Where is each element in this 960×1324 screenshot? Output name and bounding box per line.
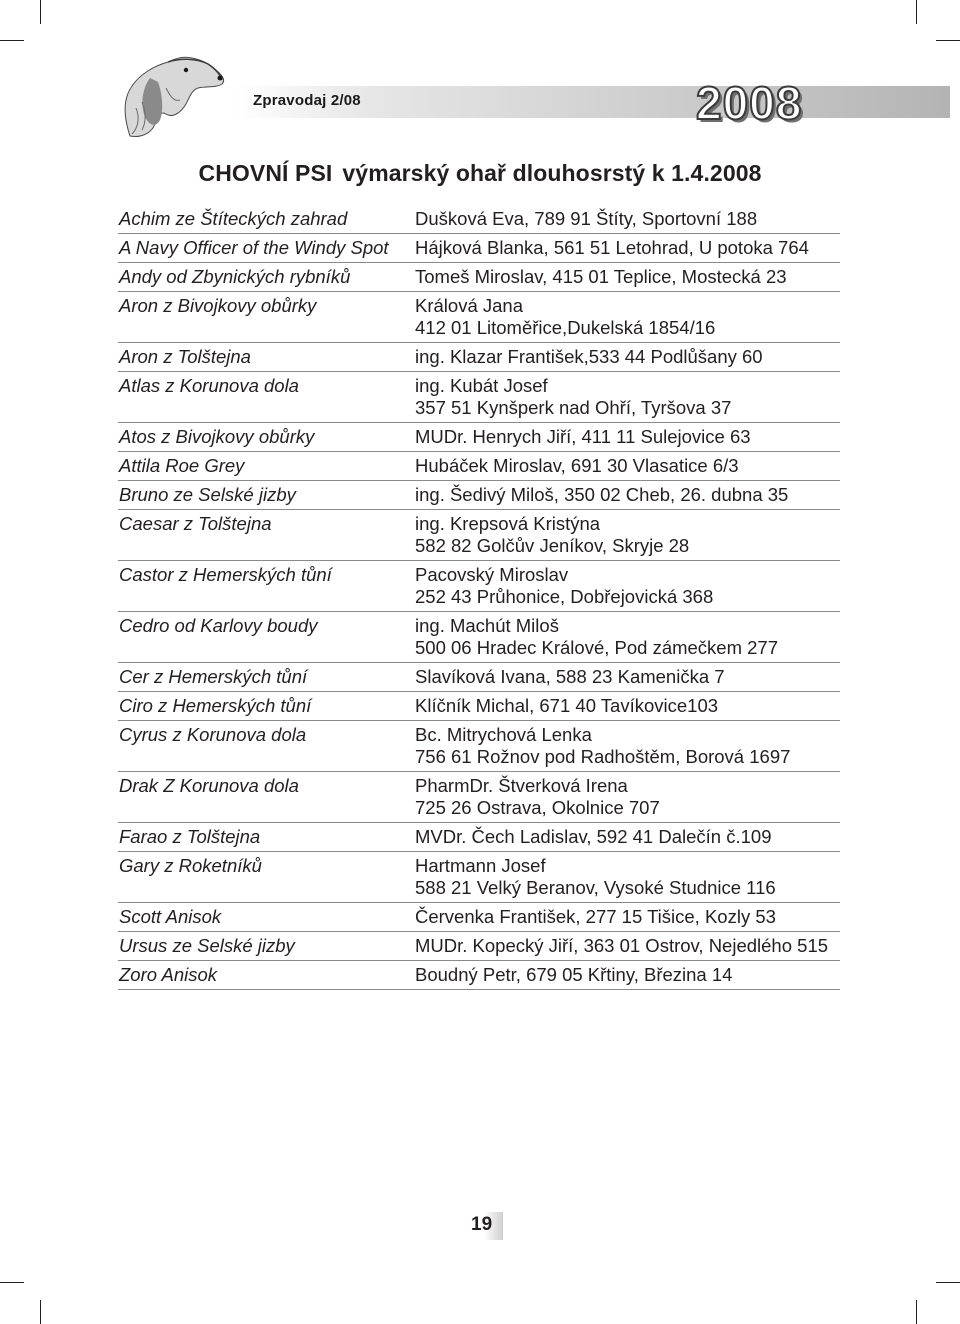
- owner-cell: [415, 935, 840, 957]
- owner-line: Králová Jana: [415, 295, 523, 316]
- crop-mark: [0, 1282, 24, 1283]
- table-row: [118, 772, 840, 823]
- table-row: [118, 423, 840, 452]
- owner-cell: [415, 266, 840, 288]
- owner-cell: [415, 666, 840, 688]
- owner-line: Tomeš Miroslav, 415 01 Teplice, Mostecká 23: [415, 266, 787, 287]
- owner-line: Klíčník Michal, 671 40 Tavíkovice103: [415, 695, 719, 716]
- dog-name: Ursus ze Selské jizby: [119, 935, 295, 956]
- table-row: [118, 263, 840, 292]
- title-part2: výmarský ohař dlouhosrstý k 1.4.2008: [342, 160, 762, 186]
- issue-label: Zpravodaj 2/08: [253, 92, 361, 109]
- table-row: [118, 452, 840, 481]
- dog-name: Attila Roe Grey: [119, 455, 245, 476]
- table-row: [118, 663, 840, 692]
- crop-mark: [916, 1300, 917, 1324]
- owner-line: 412 01 Litoměřice,Dukelská 1854/16: [415, 317, 716, 338]
- table-row: [118, 852, 840, 903]
- owner-cell: [415, 208, 840, 230]
- dog-name: Gary z Roketníků: [119, 855, 262, 876]
- owner-line: ing. Klazar František,533 44 Podlůšany 60: [415, 346, 763, 367]
- owner-line: Slavíková Ivana, 588 23 Kamenička 7: [415, 666, 725, 687]
- owner-line: Hájková Blanka, 561 51 Letohrad, U potoka 764: [415, 237, 809, 258]
- owner-line: ing. Šedivý Miloš, 350 02 Cheb, 26. dubna 35: [415, 484, 789, 505]
- owner-cell: [415, 484, 840, 506]
- page-title: [0, 160, 960, 187]
- owner-line: ing. Machút Miloš: [415, 615, 559, 636]
- owner-cell: [415, 426, 840, 448]
- page-number: 19: [471, 1214, 493, 1235]
- dog-name: Achim ze Štíteckých zahrad: [119, 208, 348, 229]
- table-row: [118, 823, 840, 852]
- dog-name: Aron z Tolštejna: [119, 346, 251, 367]
- dog-name: Atlas z Korunova dola: [119, 375, 299, 396]
- dog-name: Aron z Bivojkovy obůrky: [119, 295, 317, 316]
- dog-name: A Navy Officer of the Windy Spot: [119, 237, 389, 258]
- owner-cell: [415, 455, 840, 477]
- table-row: [118, 961, 840, 990]
- title-part1: CHOVNÍ PSI: [198, 160, 333, 186]
- table-row: [118, 292, 840, 343]
- owner-line: 252 43 Průhonice, Dobřejovická 368: [415, 586, 714, 607]
- owner-cell: [415, 295, 840, 339]
- owner-line: ing. Krepsová Kristýna: [415, 513, 601, 534]
- owner-line: ing. Kubát Josef: [415, 375, 548, 396]
- owner-line: 756 61 Rožnov pod Radhoštěm, Borová 1697: [415, 746, 791, 767]
- dog-name: Bruno ze Selské jizby: [119, 484, 296, 505]
- owner-line: Dušková Eva, 789 91 Štíty, Sportovní 188: [415, 208, 758, 229]
- breeding-dogs-table: [118, 205, 840, 990]
- dog-name: Drak Z Korunova dola: [119, 775, 299, 796]
- owner-cell: [415, 826, 840, 848]
- page-header: [0, 0, 960, 140]
- table-row: [118, 561, 840, 612]
- dog-name: Scott Anisok: [119, 906, 222, 927]
- dog-name: Atos z Bivojkovy obůrky: [119, 426, 315, 447]
- owner-cell: [415, 855, 840, 899]
- dog-name: Zoro Anisok: [119, 964, 218, 985]
- year-label: 2008: [696, 77, 803, 129]
- table-row: [118, 205, 840, 234]
- table-row: [118, 234, 840, 263]
- owner-line: Červenka František, 277 15 Tišice, Kozly 53: [415, 906, 776, 927]
- owner-cell: [415, 237, 840, 259]
- table-row: [118, 510, 840, 561]
- owner-cell: [415, 564, 840, 608]
- owner-cell: [415, 346, 840, 368]
- dog-name: Caesar z Tolštejna: [119, 513, 272, 534]
- table-row: [118, 903, 840, 932]
- table-row: [118, 721, 840, 772]
- owner-cell: [415, 775, 840, 819]
- owner-cell: [415, 513, 840, 557]
- owner-cell: [415, 724, 840, 768]
- owner-line: PharmDr. Štverková Irena: [415, 775, 628, 796]
- owner-line: MVDr. Čech Ladislav, 592 41 Dalečín č.109: [415, 826, 772, 847]
- owner-line: 725 26 Ostrava, Okolnice 707: [415, 797, 660, 818]
- owner-cell: [415, 906, 840, 928]
- owner-cell: [415, 375, 840, 419]
- owner-line: Bc. Mitrychová Lenka: [415, 724, 592, 745]
- table-row: [118, 481, 840, 510]
- crop-mark: [40, 1300, 41, 1324]
- owner-cell: [415, 964, 840, 986]
- owner-line: 588 21 Velký Beranov, Vysoké Studnice 116: [415, 877, 776, 898]
- pointer-dog-head-icon: [110, 48, 228, 138]
- owner-line: Hartmann Josef: [415, 855, 546, 876]
- table-row: [118, 343, 840, 372]
- dog-name: Cedro od Karlovy boudy: [119, 615, 318, 636]
- owner-line: Hubáček Miroslav, 691 30 Vlasatice 6/3: [415, 455, 739, 476]
- owner-line: 357 51 Kynšperk nad Ohří, Tyršova 37: [415, 397, 732, 418]
- dog-name: Cyrus z Korunova dola: [119, 724, 307, 745]
- dog-name: Farao z Tolštejna: [119, 826, 261, 847]
- page-number-box: [465, 1212, 503, 1240]
- owner-line: MUDr. Henrych Jiří, 411 11 Sulejovice 63: [415, 426, 751, 447]
- owner-cell: [415, 695, 840, 717]
- owner-cell: [415, 615, 840, 659]
- owner-line: 582 82 Golčův Jeníkov, Skryje 28: [415, 535, 690, 556]
- dog-name: Ciro z Hemerských tůní: [119, 695, 312, 716]
- table-row: [118, 612, 840, 663]
- dog-name: Castor z Hemerských tůní: [119, 564, 332, 585]
- dog-name: Cer z Hemerských tůní: [119, 666, 308, 687]
- table-row: [118, 372, 840, 423]
- owner-line: Boudný Petr, 679 05 Křtiny, Březina 14: [415, 964, 733, 985]
- dog-name: Andy od Zbynických rybníků: [119, 266, 351, 287]
- table-row: [118, 692, 840, 721]
- owner-line: 500 06 Hradec Králové, Pod zámečkem 277: [415, 637, 779, 658]
- crop-mark: [936, 1282, 960, 1283]
- owner-line: MUDr. Kopecký Jiří, 363 01 Ostrov, Nejedlého 515: [415, 935, 829, 956]
- owner-line: Pacovský Miroslav: [415, 564, 569, 585]
- table-row: [118, 932, 840, 961]
